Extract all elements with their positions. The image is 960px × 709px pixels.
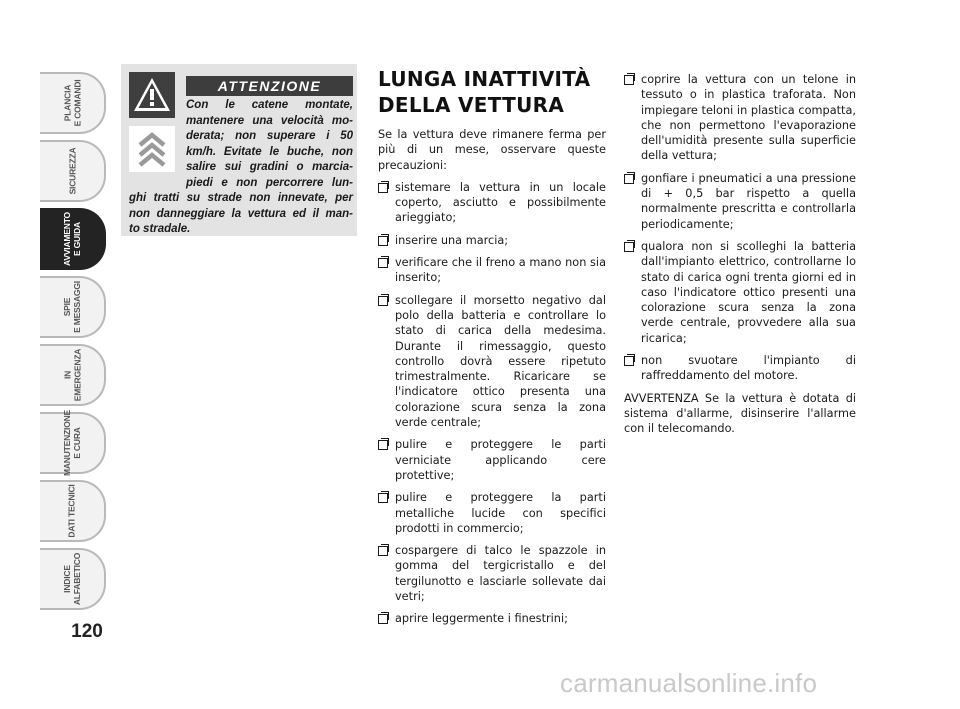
list-item [378,543,606,604]
warning-title: ATTENZIONE [186,76,353,96]
list-item [378,233,606,248]
warning-line: salire sui gradini o marcia- [186,161,353,173]
intro-paragraph: Se la vettura deve rimanere ferma per più di un mese, osservare queste precauzioni: [378,128,606,172]
tab-plancia-e-comandi[interactable] [40,72,106,134]
section-title-line: DELLA VETTURA [378,93,565,117]
list-item [624,239,856,346]
checkbox-bullet-icon [624,242,634,252]
tab-label: AVVIAMENTO E GUIDA [61,212,82,266]
list-item [378,490,606,536]
list-item-text: qualora non si scolleghi la batteria dall'impianto elettrico, controllarne lo stato di carica ogni trenta giorni ed in caso l'indicatore ottico presenti una colorazione scura senza la zona verde centrale, provvedere alla sua ricarica; [641,239,856,345]
list-item [378,293,606,431]
list-item-text: scollegare il morsetto negativo dal polo della batteria e controllare lo stato di carica della medesima. Durante il rimessaggio, questo controllo dovrà essere ripetuto trimestralmente. Ricaricare se l'indicatore ottico presenta una colorazione scura senza la zona verde centrale; [395,293,606,430]
list-item [624,72,856,164]
tab-label: SICUREZZA [67,147,77,195]
checkbox-bullet-icon [624,75,634,85]
list-item [624,171,856,232]
list-item [624,353,856,384]
warning-line: piedi e non percorrere lun- [186,176,353,189]
watermark: carmanualsonline.info [560,668,818,698]
list-item-text: pulire e proteggere la parti metalliche lucide con specifici prodotti in commercio; [395,491,606,535]
checkbox-bullet-icon [378,296,388,306]
list-item-text: verificare che il freno a mano non sia inserito; [395,256,606,285]
tab-sicurezza[interactable] [40,140,106,202]
warning-line: Con le catene montate, [186,99,353,111]
warning-box [121,64,357,236]
tab-in-emergenza[interactable] [40,344,106,406]
tab-label: PLANCIA E COMANDI [62,79,82,127]
list-item [378,255,606,286]
warning-line: derata; non superare i 50 [186,130,353,142]
checkbox-bullet-icon [624,356,634,366]
tab-label: DATI TECNICI [66,484,77,538]
list-item-text: sistemare la vettura in un locale coperto, asciutto e possibilmente arieggiato; [395,180,606,225]
checkbox-bullet-icon [624,174,634,184]
checkbox-bullet-icon [378,546,388,556]
warning-line: ghi tratti su strade non innevate, per [129,192,353,204]
tab-label: INDICE ALFABETICO [62,552,82,606]
warning-line: non danneggiare la vettura ed il man- [129,207,353,220]
tab-dati-tecnici[interactable] [40,480,106,542]
tab-manutenzione-e-cura[interactable] [40,409,106,477]
list-item-text: gonfiare i pneumatici a una pressione di + 0,5 bar rispetto a quella normalmente prescritta e controllarla periodicamente; [641,171,856,231]
list-item-text: non svuotare l'impianto di raffreddamento del motore. [641,354,856,383]
checkbox-bullet-icon [378,236,388,246]
warning-note: AVVERTENZA Se la vettura è dotata di sistema d'allarme, disinserire l'allarme con il telecomando. [624,391,856,436]
tab-label: SPIE E MESSAGGI [62,281,82,333]
section-title-line: LUNGA INATTIVITÀ [378,67,591,91]
section-title [378,66,590,118]
tab-avviamento-e-guida[interactable] [40,208,106,270]
page-number: 120 [71,621,103,642]
checkbox-bullet-icon [378,493,388,503]
text-column-left [378,127,606,634]
tab-label: IN EMERGENZA [61,348,82,402]
list-item [378,180,606,226]
list-item-text: aprire leggermente i finestrini; [395,612,568,626]
list-item-text: cospargere di talco le spazzole in gomma del tergicristallo e del tergilunotto e lasciarle sollevate dai vetri; [395,544,606,604]
list-item-text: pulire e proteggere le parti verniciate applicando cere protettive; [395,438,606,482]
checkbox-bullet-icon [378,258,388,268]
list-item-text: coprire la vettura con un telone in tessuto o in plastica traforata. Non impiegare teloni in plastica compatta, che non permettono l'evaporazione dell'umidità presente sulla superficie della vettura; [641,73,856,163]
warning-line: mantenere una velocità mo- [186,114,353,127]
checkbox-bullet-icon [378,614,388,624]
checkbox-bullet-icon [378,440,388,450]
warning-text [121,98,357,238]
tab-spie-e-messaggi[interactable] [40,276,106,338]
tab-label: MANUTENZIONE E CURA [62,409,83,477]
checkbox-bullet-icon [378,183,388,193]
list-item [378,611,606,626]
text-column-right [624,72,856,437]
warning-line: to stradale. [129,223,191,235]
list-item [378,437,606,483]
tab-indice-alfabetico[interactable] [40,548,106,610]
warning-line: km/h. Evitate le buche, non [186,145,353,158]
list-item-text: inserire una marcia; [395,233,509,247]
